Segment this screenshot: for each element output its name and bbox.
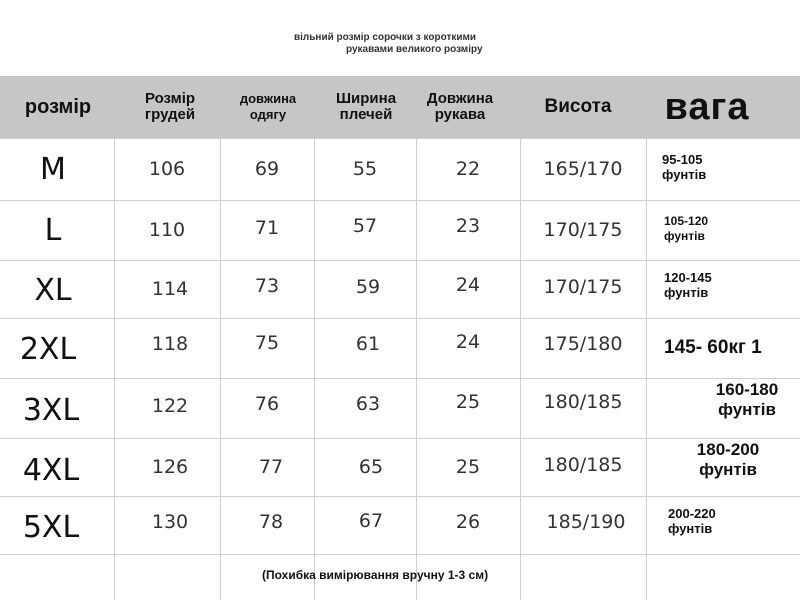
weight-range: 95-105 — [662, 152, 703, 167]
header-size: розмір — [24, 96, 92, 118]
weight-unit: фунтів — [668, 521, 713, 536]
chest-cell: 126 — [151, 456, 189, 478]
size-cell: 4XL — [22, 452, 80, 488]
height-cell: 170/175 — [543, 276, 623, 298]
length-cell: 76 — [254, 393, 280, 415]
header-chest: Розмір грудей — [144, 90, 196, 123]
header-sleeve-length: Довжина рукава — [426, 90, 494, 123]
shoulder-cell: 65 — [358, 456, 384, 478]
size-cell: XL — [34, 272, 72, 308]
shoulder-cell: 57 — [352, 215, 378, 237]
sleeve-cell: 26 — [455, 511, 481, 533]
chest-cell: 130 — [151, 511, 189, 533]
sleeve-cell: 25 — [455, 391, 481, 413]
sleeve-cell: 23 — [455, 215, 481, 237]
length-cell: 75 — [254, 332, 280, 354]
chest-cell: 122 — [151, 395, 189, 417]
shoulder-cell: 67 — [358, 510, 384, 532]
size-cell: 5XL — [22, 509, 80, 545]
height-cell: 180/185 — [543, 454, 623, 476]
weight-unit: фунтів — [664, 229, 705, 243]
sleeve-cell: 22 — [455, 158, 481, 180]
size-cell: 2XL — [19, 331, 77, 367]
weight-cell — [662, 152, 798, 188]
sleeve-cell: 24 — [455, 331, 481, 353]
chest-cell: 118 — [151, 333, 189, 355]
length-cell: 69 — [254, 158, 280, 180]
weight-range: 105-120 — [664, 214, 709, 228]
size-cell: 3XL — [22, 392, 80, 428]
weight-cell — [664, 332, 798, 362]
shoulder-cell: 59 — [355, 276, 381, 298]
chart-title — [260, 32, 560, 56]
length-cell: 77 — [258, 456, 284, 478]
weight-cell — [664, 214, 798, 246]
table-header — [0, 76, 800, 138]
weight-cell — [668, 440, 788, 486]
sleeve-cell: 25 — [455, 456, 481, 478]
height-cell: 170/175 — [543, 219, 623, 241]
weight-range: 160-180 — [715, 380, 779, 399]
chest-cell: 110 — [148, 219, 186, 241]
weight-unit: фунтів — [718, 400, 776, 419]
length-cell: 73 — [254, 275, 280, 297]
measurement-note: (Похибка вимірювання вручну 1-3 см) — [262, 568, 489, 582]
height-cell: 180/185 — [543, 391, 623, 413]
weight-range: 200-220 — [668, 506, 716, 521]
shoulder-cell: 55 — [352, 158, 378, 180]
chest-cell: 114 — [151, 278, 189, 300]
weight-cell — [664, 270, 798, 304]
sleeve-cell: 24 — [455, 274, 481, 296]
size-cell: L — [44, 212, 62, 248]
shoulder-cell: 63 — [355, 393, 381, 415]
weight-range: 145- 60кг 1 — [664, 336, 762, 358]
chest-cell: 106 — [148, 158, 186, 180]
length-cell: 71 — [254, 217, 280, 239]
header-height: Висота — [544, 96, 612, 117]
size-cell: M — [40, 151, 66, 187]
weight-unit: фунтів — [664, 285, 709, 300]
weight-unit: фунтів — [699, 460, 757, 479]
length-cell: 78 — [258, 511, 284, 533]
shoulder-cell: 61 — [355, 333, 381, 355]
height-cell: 165/170 — [543, 158, 623, 180]
header-weight: вага — [664, 86, 750, 128]
header-garment-length: довжина одягу — [239, 91, 297, 122]
height-cell: 185/190 — [546, 511, 626, 533]
chart-title-line-1: вільний розмір сорочки з короткими — [294, 32, 477, 43]
header-shoulder-width: Ширина плечей — [335, 90, 397, 123]
chart-title-line-2: рукавами великого розміру — [346, 44, 483, 55]
weight-unit: фунтів — [662, 167, 707, 182]
grid-line — [0, 554, 800, 555]
weight-range: 120-145 — [664, 270, 712, 285]
weight-range: 180-200 — [696, 440, 760, 459]
height-cell: 175/180 — [543, 333, 623, 355]
weight-cell — [668, 506, 798, 538]
weight-cell — [696, 380, 798, 424]
